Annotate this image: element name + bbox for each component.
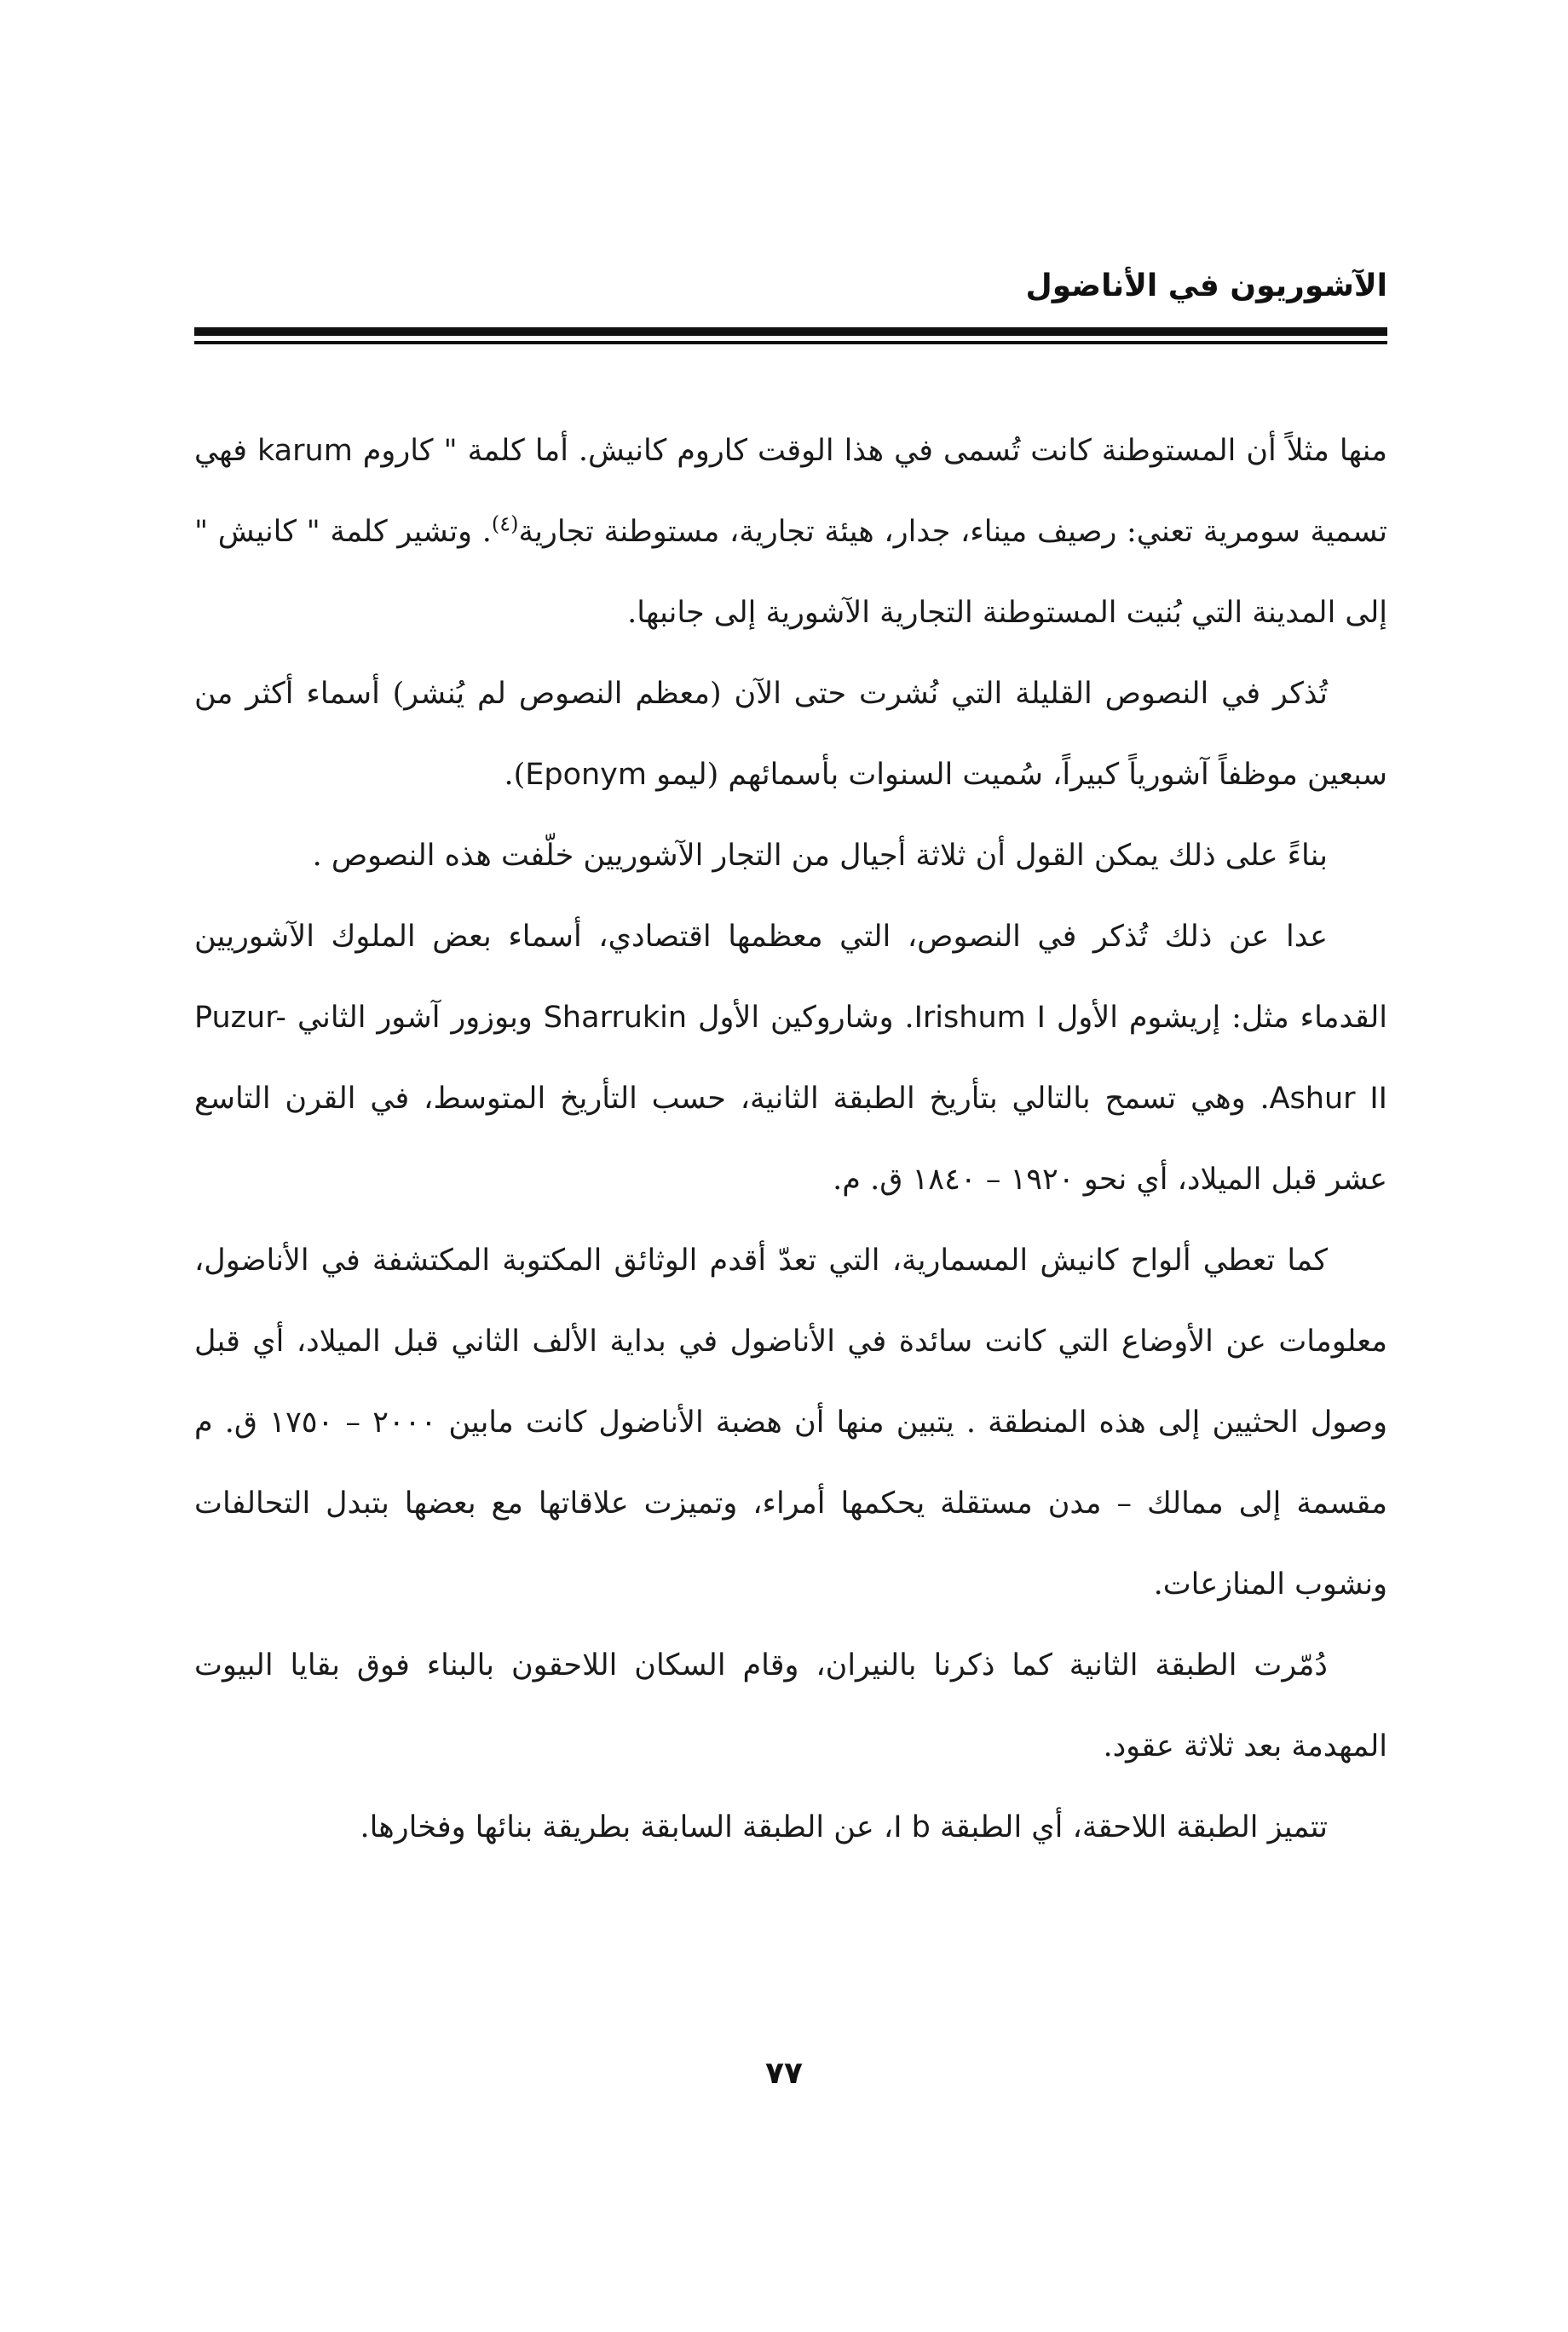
running-header-title: الآشوريون في الأناضول bbox=[1025, 268, 1387, 303]
paragraph-4-text-c: وبوزور آشور الثاني bbox=[286, 1001, 544, 1035]
paragraph-1-text-b: فهي تسمية سومرية تعني: رصيف ميناء، جدار، هيئة تجارية، مستوطنة تجارية bbox=[194, 434, 1387, 549]
footnote-reference: (٤) bbox=[491, 511, 519, 536]
header-rule-thick bbox=[194, 327, 1387, 336]
paragraph-7-text-a: تتميز الطبقة اللاحقة، أي الطبقة bbox=[930, 1810, 1328, 1844]
page-number: ٧٧ bbox=[765, 2056, 803, 2091]
paragraph-1 bbox=[194, 411, 1387, 654]
paragraph-6: دُمّرت الطبقة الثانية كما ذكرنا بالنيران، وقام السكان اللاحقون بالبناء فوق بقايا البيوت المهدمة بعد ثلاثة عقود. bbox=[194, 1648, 1387, 1763]
paragraph-4-text-d: . وهي تسمح بالتالي بتأريخ الطبقة الثانية، حسب التأريخ المتوسط، في القرن التاسع عشر قبل الميلاد، أي نحو ١٩٢٠ – ١٨٤٠ ق. م. bbox=[194, 1082, 1387, 1197]
term-layer-ib: I b bbox=[893, 1810, 931, 1844]
paragraph-2-text-a: تُذكر في النصوص القليلة التي نُشرت حتى الآن (معظم النصوص لم يُنشر) أسماء أكثر من سبعين موظفاً آشورياً كبيراً، سُميت السنوات بأسمائهم (ليمو bbox=[194, 677, 1387, 792]
term-sharrukin: Sharrukin bbox=[543, 1001, 688, 1035]
header-rule-thin bbox=[194, 341, 1387, 344]
paragraph-1-text-c: . وتشير كلمة " كانيش " إلى المدينة التي بُنيت المستوطنة التجارية الآشورية إلى جانبها. bbox=[194, 515, 1387, 630]
paragraph-3: بناءً على ذلك يمكن القول أن ثلاثة أجيال من التجار الآشوريين خلّفت هذه النصوص . bbox=[312, 839, 1328, 873]
body-text bbox=[194, 411, 1387, 1868]
paragraph-2-text-b: ). bbox=[504, 758, 526, 792]
paragraph-4 bbox=[194, 897, 1387, 1221]
term-karum: karum bbox=[257, 434, 353, 468]
paragraph-2 bbox=[194, 654, 1387, 816]
paragraph-7 bbox=[194, 1787, 1387, 1868]
term-irishum: Irishum I bbox=[914, 1001, 1046, 1035]
term-puzur-ashur: Puzur-Ashur II bbox=[194, 1001, 1387, 1116]
paragraph-4-text-a: عدا عن ذلك تُذكر في النصوص، التي معظمها اقتصادي، أسماء بعض الملوك الآشوريين القدماء مثل: إريشوم الأول bbox=[194, 920, 1387, 1035]
paragraph-5: كما تعطي ألواح كانيش المسمارية، التي تعدّ أقدم الوثائق المكتوبة المكتشفة في الأناضول، معلومات عن الأوضاع التي كانت سائدة في الأناضول في بداية الألف الثاني قبل الميلاد، أي قبل وصول الحثيين إلى هذه المنطقة . يتبين منها أن هضبة الأناضول كانت مابين ٢٠٠٠ – ١٧٥٠ ق. م مقسمة إلى ممالك – مدن مستقلة يحكمها أمراء، وتميزت علاقاتها مع بعضها بتبدل التحالفات ونشوب المنازعات. bbox=[194, 1244, 1388, 1602]
paragraph-4-text-b: . وشاروكين الأول bbox=[687, 1001, 914, 1035]
paragraph-7-text-b: ، عن الطبقة السابقة بطريقة بنائها وفخارها. bbox=[360, 1810, 894, 1844]
paragraph-1-text-a: منها مثلاً أن المستوطنة كانت تُسمى في هذا الوقت كاروم كانيش. أما كلمة " كاروم bbox=[352, 434, 1387, 468]
term-eponym: Eponym bbox=[525, 758, 647, 792]
